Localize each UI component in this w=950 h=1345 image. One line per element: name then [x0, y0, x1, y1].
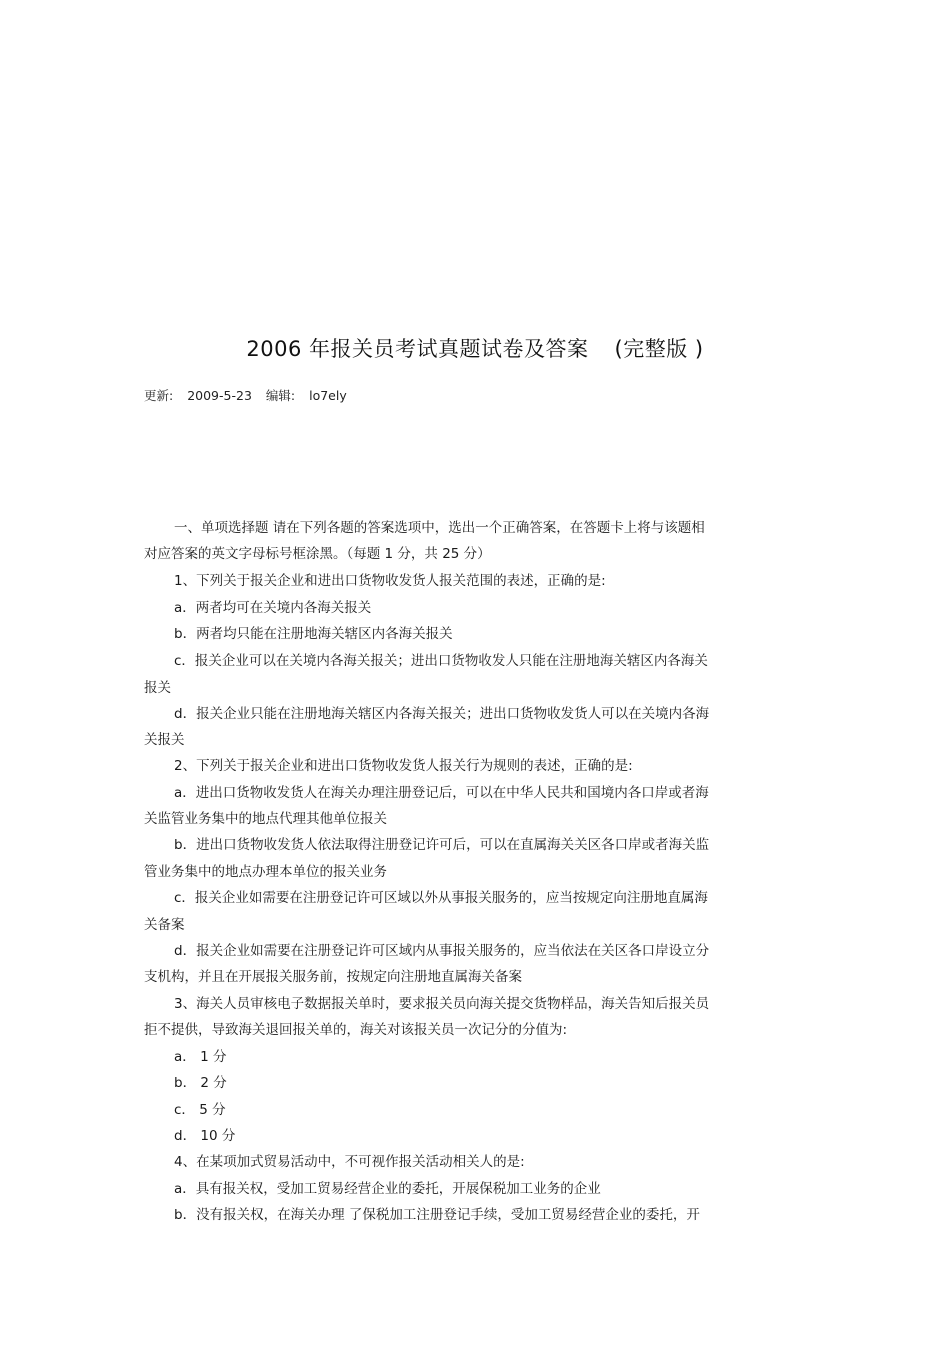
option-line: b．两者均只能在注册地海关辖区内各海关报关: [174, 626, 453, 642]
option-line: c．报关企业可以在关境内各海关报关；进出口货物收发人只能在注册地海关辖区内各海关: [174, 653, 708, 669]
question-line: 3、海关人员审核电子数据报关单时，要求报关员向海关提交货物样品，海关告知后报关员: [174, 996, 710, 1012]
title-suffix: (完整版 ): [614, 337, 704, 361]
option-line: d．报关企业只能在注册地海关辖区内各海关报关；进出口货物收发货人可以在关境内各海: [174, 706, 710, 722]
option-line: a．两者均可在关境内各海关报关: [174, 600, 372, 616]
option-line: d．报关企业如需要在注册登记许可区域内从事报关服务的，应当依法在关区各口岸设立分: [174, 943, 710, 959]
question-line: 2、下列关于报关企业和进出口货物收发货人报关行为规则的表述，正确的是:: [174, 758, 633, 774]
document-meta: [144, 386, 357, 404]
option-line: d． 10 分: [174, 1128, 236, 1144]
option-line: a．具有报关权，受加工贸易经营企业的委托，开展保税加工业务的企业: [174, 1181, 601, 1197]
body-line: 报关: [144, 680, 171, 696]
option-line: a． 1 分: [174, 1049, 227, 1065]
title-main: 2006 年报关员考试真题试卷及答案: [246, 337, 589, 361]
editor-label: 编辑:: [265, 388, 296, 403]
section-heading-line: 一、单项选择题 请在下列各题的答案选项中，选出一个正确答案，在答题卡上将与该题相: [174, 520, 705, 536]
document-title: [0, 333, 950, 363]
body-line: 支机构，并且在开展报关服务前，按规定向注册地直属海关备案: [144, 969, 522, 985]
body-line: 管业务集中的地点办理本单位的报关业务: [144, 864, 387, 880]
option-line: b． 2 分: [174, 1075, 227, 1091]
editor-name: lo7ely: [309, 388, 347, 403]
body-line: 关报关: [144, 732, 185, 748]
option-line: b．进出口货物收发货人依法取得注册登记许可后，可以在直属海关关区各口岸或者海关监: [174, 837, 710, 853]
body-line: 对应答案的英文字母标号框涂黑。（每题 1 分，共 25 分）: [144, 546, 491, 562]
update-date: 2009-5-23: [187, 388, 252, 403]
option-line: a．进出口货物收发货人在海关办理注册登记后，可以在中华人民共和国境内各口岸或者海: [174, 785, 709, 801]
question-line: 4、在某项加式贸易活动中，不可视作报关活动相关人的是:: [174, 1154, 525, 1170]
body-line: 关备案: [144, 917, 185, 933]
option-line: b．没有报关权，在海关办理 了保税加工注册登记手续，受加工贸易经营企业的委托，开: [174, 1207, 700, 1223]
body-line: 拒不提供，导致海关退回报关单的，海关对该报关员一次记分的分值为:: [144, 1022, 568, 1038]
option-line: c． 5 分: [174, 1102, 226, 1118]
question-line: 1、下列关于报关企业和进出口货物收发货人报关范围的表述，正确的是:: [174, 573, 606, 589]
option-line: c．报关企业如需要在注册登记许可区域以外从事报关服务的，应当按规定向注册地直属海: [174, 890, 708, 906]
update-label: 更新:: [144, 388, 174, 403]
body-line: 关监管业务集中的地点代理其他单位报关: [144, 811, 387, 827]
